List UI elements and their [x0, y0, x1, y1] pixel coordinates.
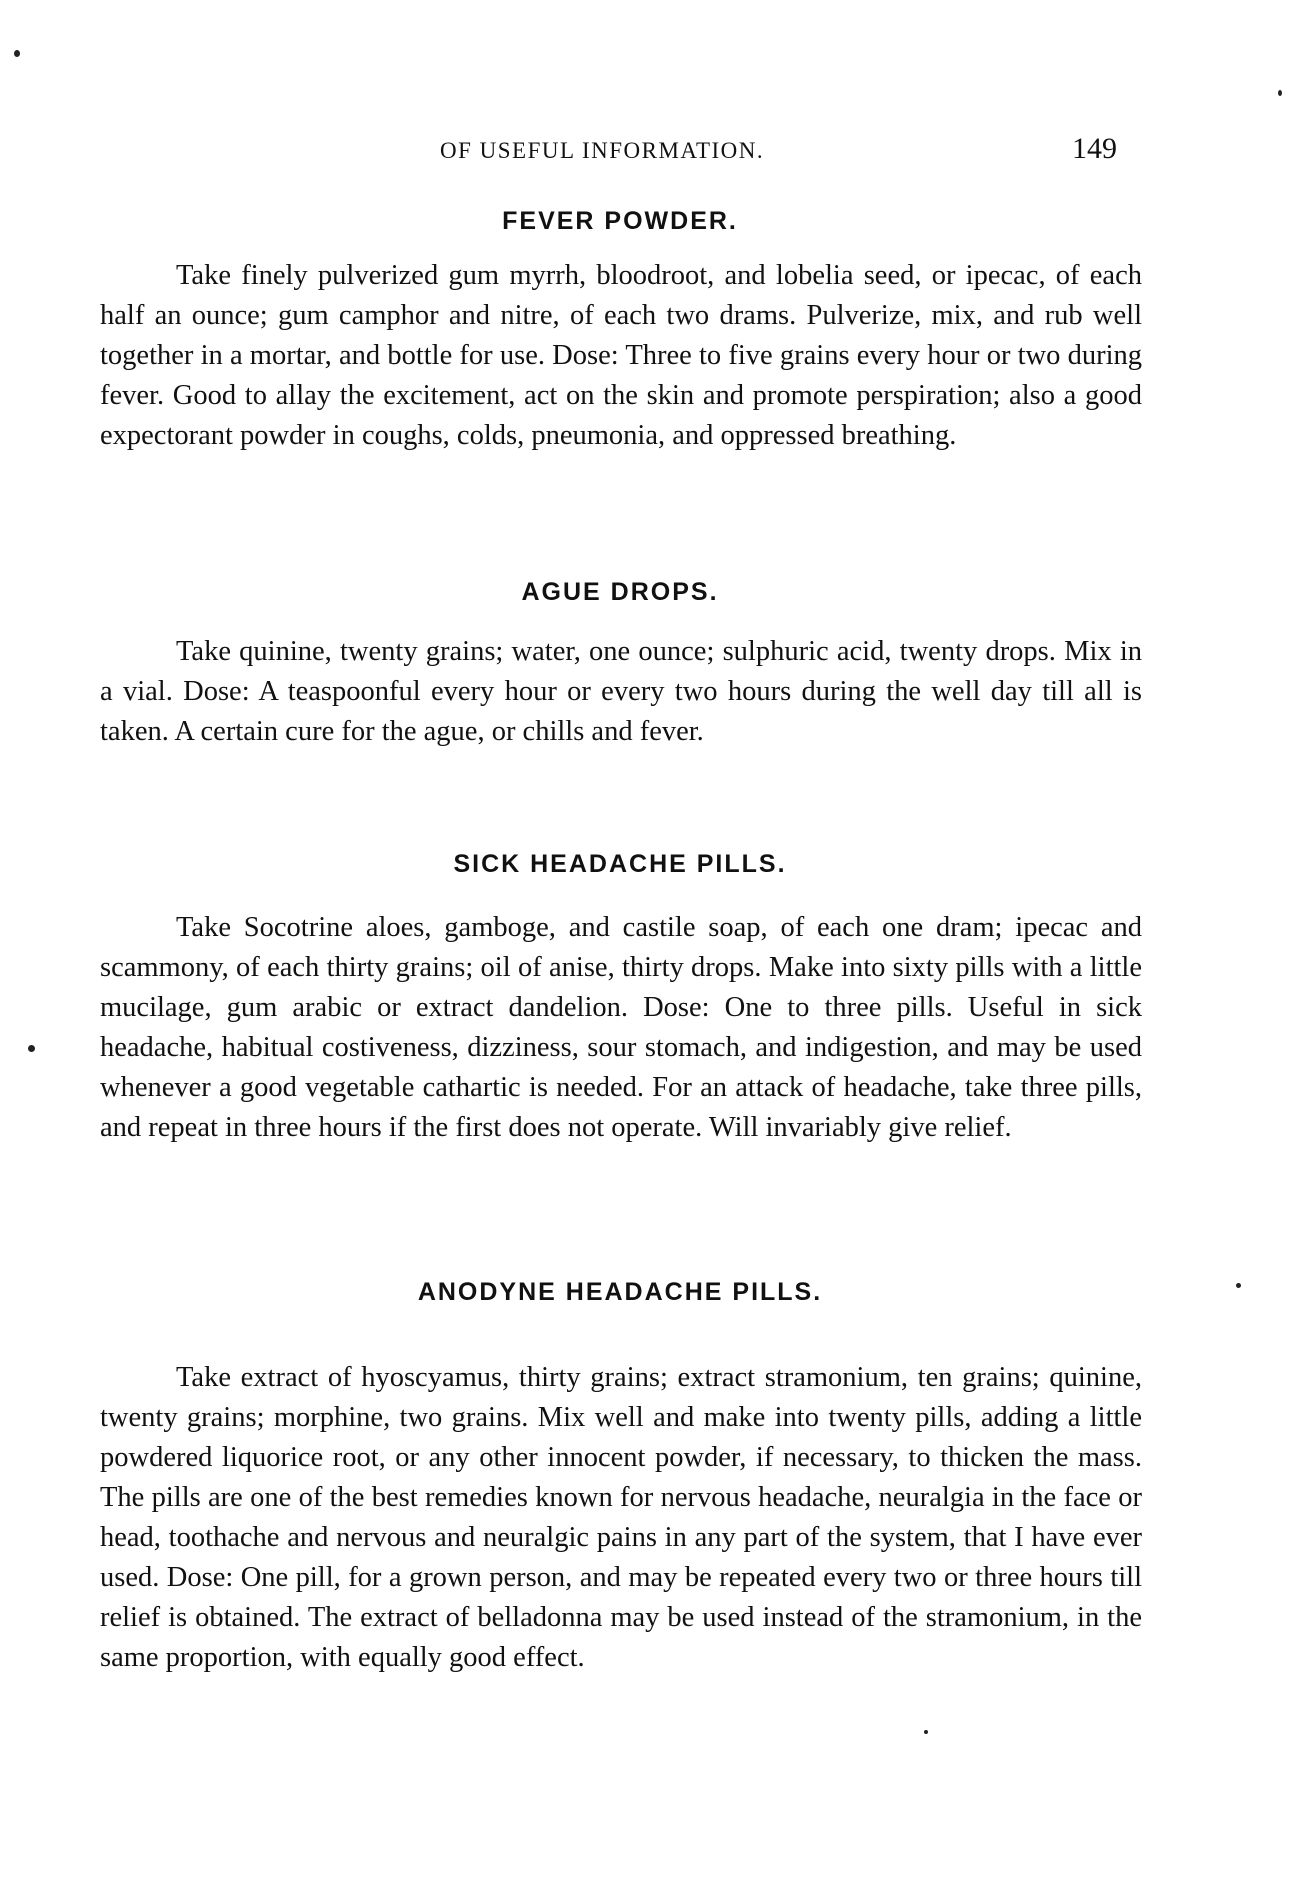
scan-speck	[28, 1045, 35, 1052]
scan-speck	[1278, 90, 1282, 96]
scan-speck	[924, 1730, 928, 1734]
running-head: OF USEFUL INFORMATION.	[440, 138, 765, 163]
page-number: 149	[1072, 132, 1117, 165]
section-body-fever-powder: Take finely pulverized gum myrrh, bloodroot, and lobelia seed, or ipecac, of each half an ounce; gum camphor and nitre, of each two drams. Pulverize, mix, and rub well together in a mortar, and bottle for use. Dose: Three to five grains every hour or two during fever. Good to allay the excitement, act on the skin and promote perspiration; also a good expectorant powder in coughs, colds, pneumonia, and oppressed breathing.	[100, 260, 1142, 451]
scan-speck	[1236, 1283, 1241, 1288]
section-heading-ague-drops: AGUE DROPS.	[521, 578, 719, 606]
section-body-sick-headache-pills: Take Socotrine aloes, gamboge, and castile soap, of each one dram; ipecac and scammony, of each thirty grains; oil of anise, thirty drops. Make into sixty pills with a little mucilage, gum arabic or extract dandelion. Dose: One to three pills. Useful in sick headache, habitual costiveness, dizziness, sour stomach, and indigestion, and may be used whenever a good vegetable cathartic is needed. For an attack of headache, take three pills, and repeat in three hours if the first does not operate. Will invariably give relief.	[100, 912, 1142, 1143]
section-heading-fever-powder: FEVER POWDER.	[502, 207, 738, 235]
scan-speck	[14, 50, 20, 57]
section-heading-sick-headache-pills: SICK HEADACHE PILLS.	[453, 850, 787, 878]
section-body-anodyne-headache-pills: Take extract of hyoscyamus, thirty grains; extract stramonium, ten grains; quinine, twenty grains; morphine, two grains. Mix well and make into twenty pills, adding a little powdered liquorice root, or any other innocent powder, if necessary, to thicken the mass. The pills are one of the best remedies known for nervous headache, neuralgia in the face or head, toothache and nervous and neuralgic pains in any part of the system, that I have ever used. Dose: One pill, for a grown person, and may be repeated every two or three hours till relief is obtained. The extract of belladonna may be used instead of the stramonium, in the same proportion, with equally good effect.	[100, 1362, 1142, 1673]
section-body-ague-drops: Take quinine, twenty grains; water, one ounce; sulphuric acid, twenty drops. Mix in a vial. Dose: A teaspoonful every hour or every two hours during the well day till all is taken. A certain cure for the ague, or chills and fever.	[100, 636, 1142, 747]
section-heading-anodyne-headache-pills: ANODYNE HEADACHE PILLS.	[417, 1278, 823, 1306]
